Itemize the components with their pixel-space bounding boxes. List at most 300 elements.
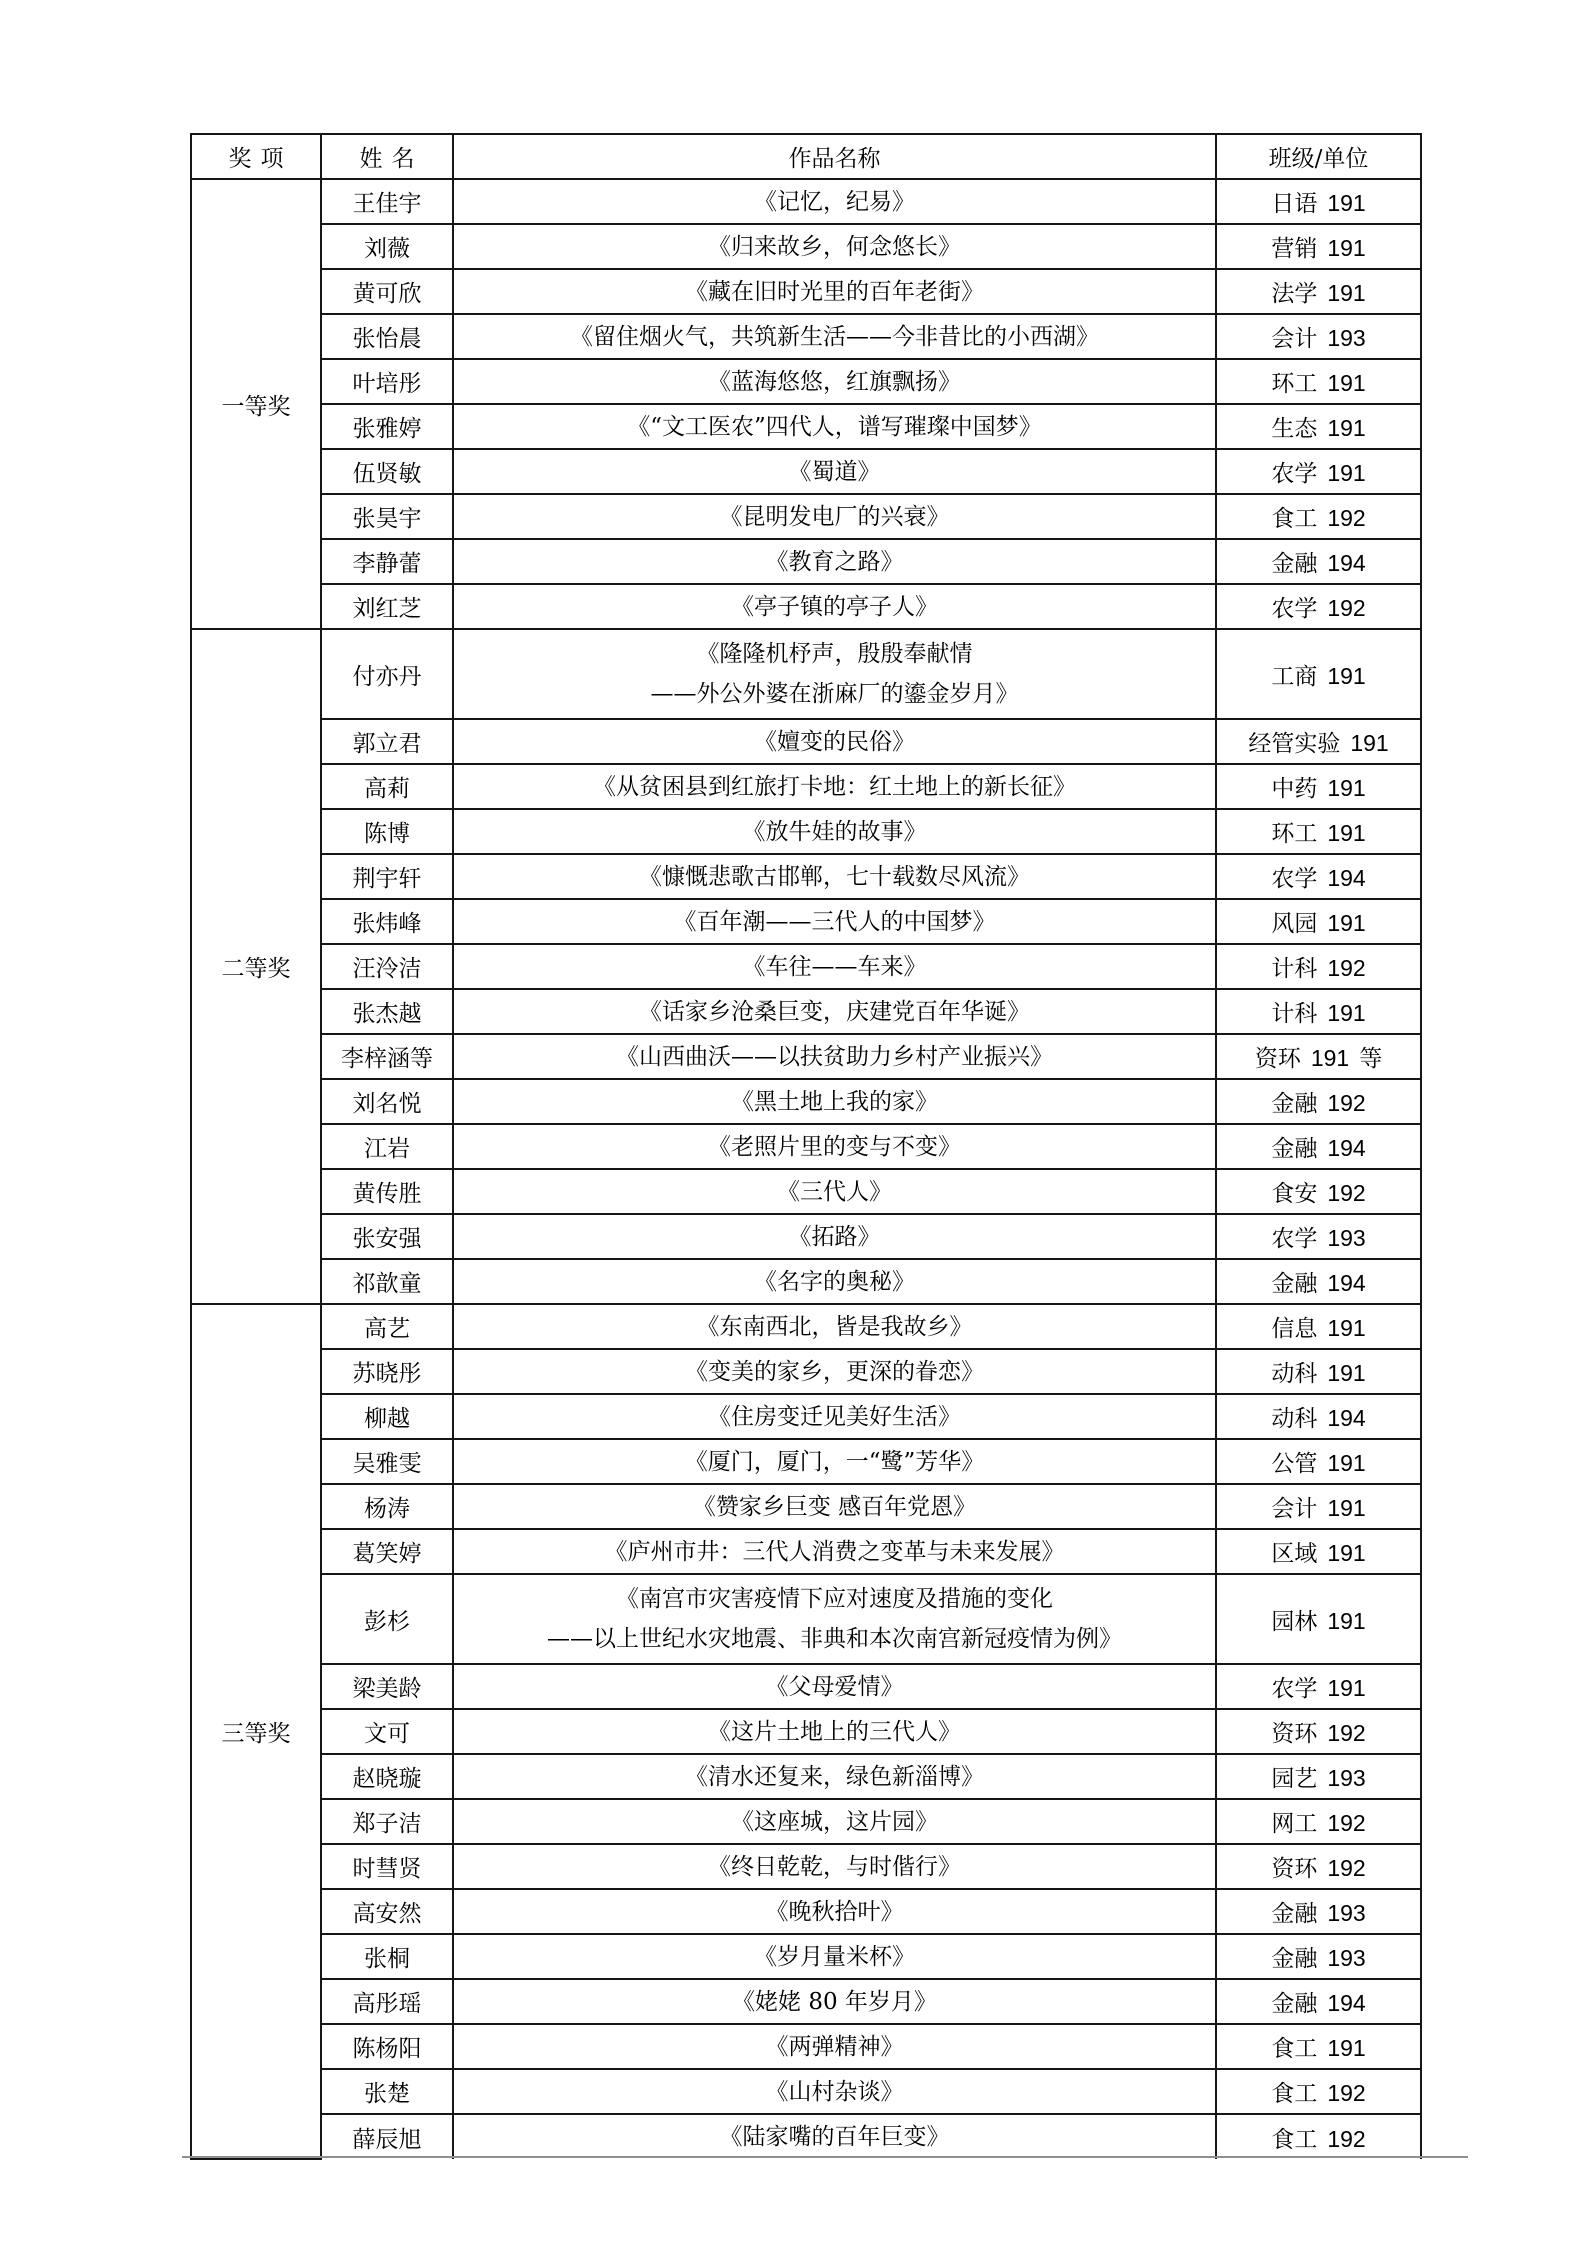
winner-name: 张安强 [321, 1214, 453, 1259]
unit-dept: 食工 [1271, 506, 1318, 532]
header-row [191, 134, 1421, 179]
unit-class-number: 194 [1327, 1135, 1366, 1161]
winner-name: 陈博 [321, 809, 453, 854]
work-title-line: 《藏在旧时光里的百年老街》 [685, 278, 984, 305]
winner-name: 郑子洁 [321, 1799, 453, 1844]
work-title [453, 1709, 1216, 1754]
work-title [453, 494, 1216, 539]
unit-dept: 金融 [1271, 1091, 1318, 1117]
work-title-line: 《从贫困县到红旅打卡地：红土地上的新长征》 [593, 773, 1076, 800]
unit-class-number: 192 [1327, 1180, 1366, 1206]
winner-name: 吴雅雯 [321, 1439, 453, 1484]
winner-name: 文可 [321, 1709, 453, 1754]
work-title [453, 1214, 1216, 1259]
unit-class-number: 191 [1327, 1495, 1366, 1521]
work-title [453, 539, 1216, 584]
table-row [191, 809, 1421, 854]
work-title-line: 《蜀道》 [788, 458, 881, 485]
unit-class-number: 193 [1327, 1945, 1366, 1971]
work-title-line: 《拓路》 [788, 1223, 881, 1250]
winner-name: 荆宇轩 [321, 854, 453, 899]
work-title [453, 224, 1216, 269]
table-row [191, 1394, 1421, 1439]
class-unit [1216, 584, 1421, 629]
unit-class-number: 193 [1327, 1765, 1366, 1791]
unit-class-number: 191 [1327, 235, 1366, 261]
unit-dept: 食安 [1271, 1181, 1318, 1207]
table-row [191, 764, 1421, 809]
work-title-line: 《隆隆机杼声，殷殷奉献情 [696, 641, 973, 667]
work-title-line: 《留住烟火气，共筑新生活——今非昔比的小西湖》 [570, 323, 1099, 350]
unit-dept: 公管 [1271, 1451, 1318, 1477]
winner-name: 汪泠洁 [321, 944, 453, 989]
work-title [453, 449, 1216, 494]
unit-dept: 日语 [1271, 191, 1318, 217]
table-row [191, 989, 1421, 1034]
winner-name: 赵晓璇 [321, 1754, 453, 1799]
table-row [191, 314, 1421, 359]
unit-class-number: 193 [1327, 325, 1366, 351]
winner-name: 高莉 [321, 764, 453, 809]
work-title [453, 1439, 1216, 1484]
class-unit [1216, 719, 1421, 764]
table-row [191, 1574, 1421, 1664]
work-title [453, 1889, 1216, 1934]
work-title [453, 989, 1216, 1034]
winner-name: 刘名悦 [321, 1079, 453, 1124]
table-row [191, 359, 1421, 404]
unit-class-number: 192 [1327, 1720, 1366, 1746]
winner-name: 薛辰旭 [321, 2114, 453, 2159]
work-title-line: 《车往——车来》 [742, 953, 927, 980]
table-row [191, 899, 1421, 944]
unit-class-number: 191 [1327, 1540, 1366, 1566]
work-title [453, 1979, 1216, 2024]
work-title [453, 1484, 1216, 1529]
table-row [191, 1349, 1421, 1394]
unit-class-number: 192 [1327, 2080, 1366, 2106]
work-title-line: 《百年潮——三代人的中国梦》 [673, 908, 996, 935]
unit-class-number: 192 [1327, 2125, 1366, 2152]
table-row [191, 1709, 1421, 1754]
class-unit [1216, 1304, 1421, 1349]
class-unit [1216, 1529, 1421, 1574]
class-unit [1216, 899, 1421, 944]
winner-name: 叶培彤 [321, 359, 453, 404]
winner-name: 梁美龄 [321, 1664, 453, 1709]
class-unit [1216, 1259, 1421, 1304]
winner-name: 李静蕾 [321, 539, 453, 584]
work-title [453, 1304, 1216, 1349]
unit-class-number: 191 [1327, 460, 1366, 486]
work-title-line: 《记忆，纪易》 [754, 188, 915, 215]
class-unit [1216, 1844, 1421, 1889]
unit-dept: 金融 [1271, 1991, 1318, 2017]
unit-dept: 农学 [1271, 461, 1318, 487]
class-unit [1216, 854, 1421, 899]
winner-name: 苏晓彤 [321, 1349, 453, 1394]
winner-name: 陈杨阳 [321, 2024, 453, 2069]
work-title [453, 2114, 1216, 2159]
winner-name: 付亦丹 [321, 629, 453, 719]
work-title [453, 2069, 1216, 2114]
work-title-line: 《住房变迁见美好生活》 [708, 1403, 961, 1430]
unit-class-number: 191 [1327, 2035, 1366, 2061]
awards-table-body [191, 179, 1421, 2159]
class-unit [1216, 629, 1421, 719]
winner-name: 彭杉 [321, 1574, 453, 1664]
header-award: 奖项 [191, 134, 321, 179]
unit-class-number: 191 [1327, 1607, 1366, 1634]
class-unit [1216, 2024, 1421, 2069]
unit-dept: 资环 [1254, 1046, 1301, 1072]
work-title [453, 584, 1216, 629]
table-row [191, 539, 1421, 584]
table-row [191, 1439, 1421, 1484]
table-row [191, 1934, 1421, 1979]
unit-dept: 网工 [1271, 1811, 1318, 1837]
class-unit [1216, 1214, 1421, 1259]
class-unit [1216, 809, 1421, 854]
unit-dept: 法学 [1271, 281, 1318, 307]
unit-class-number: 191 [1327, 910, 1366, 936]
winner-name: 李梓涵等 [321, 1034, 453, 1079]
winner-name: 张杰越 [321, 989, 453, 1034]
unit-dept: 环工 [1271, 371, 1318, 397]
work-title [453, 1169, 1216, 1214]
winner-name: 张桐 [321, 1934, 453, 1979]
class-unit [1216, 1169, 1421, 1214]
class-unit [1216, 1754, 1421, 1799]
table-row [191, 1664, 1421, 1709]
work-title [453, 854, 1216, 899]
work-title [453, 1259, 1216, 1304]
unit-dept: 食工 [1271, 2126, 1318, 2153]
work-title-line: 《岁月量米杯》 [754, 1943, 915, 1970]
winner-name: 郭立君 [321, 719, 453, 764]
work-title [453, 269, 1216, 314]
unit-class-number: 191 [1327, 775, 1366, 801]
header-work: 作品名称 [453, 134, 1216, 179]
unit-class-number: 194 [1327, 1990, 1366, 2016]
class-unit [1216, 1124, 1421, 1169]
header-name: 姓名 [321, 134, 453, 179]
unit-dept: 食工 [1271, 2081, 1318, 2107]
work-title-line: 《终日乾乾，与时偕行》 [708, 1853, 961, 1880]
table-row [191, 494, 1421, 539]
class-unit [1216, 224, 1421, 269]
work-title-line: 《东南西北，皆是我故乡》 [696, 1313, 973, 1340]
class-unit [1216, 1709, 1421, 1754]
class-unit [1216, 1484, 1421, 1529]
class-unit [1216, 1979, 1421, 2024]
table-row [191, 2024, 1421, 2069]
work-title-line: 《父母爱情》 [765, 1673, 904, 1700]
winner-name: 张炜峰 [321, 899, 453, 944]
unit-dept: 园林 [1271, 1608, 1318, 1635]
unit-dept: 农学 [1271, 1226, 1318, 1252]
class-unit [1216, 269, 1421, 314]
unit-dept: 中药 [1271, 776, 1318, 802]
unit-dept: 信息 [1271, 1316, 1318, 1342]
unit-class-number: 192 [1327, 1810, 1366, 1836]
work-title-line: 《陆家嘴的百年巨变》 [719, 2124, 950, 2150]
work-title-line: 《这片土地上的三代人》 [708, 1718, 961, 1745]
table-row [191, 1844, 1421, 1889]
work-title-line: 《老照片里的变与不变》 [708, 1133, 961, 1160]
winner-name: 伍贤敏 [321, 449, 453, 494]
work-title [453, 404, 1216, 449]
work-title [453, 314, 1216, 359]
class-unit [1216, 1034, 1421, 1079]
unit-class-number: 191 [1327, 1450, 1366, 1476]
unit-dept: 农学 [1271, 1676, 1318, 1702]
table-row [191, 179, 1421, 224]
unit-dept: 金融 [1271, 1136, 1318, 1162]
unit-dept: 环工 [1271, 821, 1318, 847]
unit-dept: 金融 [1271, 1271, 1318, 1297]
work-title-line: 《“文工医农”四代人，谱写璀璨中国梦》 [627, 413, 1042, 440]
work-title [453, 629, 1216, 719]
winner-name: 张昊宇 [321, 494, 453, 539]
winner-name: 黄可欣 [321, 269, 453, 314]
winner-name: 祁歆童 [321, 1259, 453, 1304]
unit-class-number: 192 [1327, 955, 1366, 981]
unit-class-number: 191 [1327, 1675, 1366, 1701]
unit-dept: 金融 [1271, 551, 1318, 577]
work-title-line: 《昆明发电厂的兴衰》 [719, 503, 950, 530]
work-title-line: 《厦门，厦门，一“鹭”芳华》 [684, 1448, 985, 1475]
work-title-line: 《蓝海悠悠，红旗飘扬》 [708, 368, 961, 395]
work-title [453, 764, 1216, 809]
unit-dept: 动科 [1271, 1406, 1318, 1432]
table-row [191, 1529, 1421, 1574]
table-row [191, 1079, 1421, 1124]
work-title [453, 1349, 1216, 1394]
work-title [453, 1754, 1216, 1799]
class-unit [1216, 1079, 1421, 1124]
table-row [191, 1799, 1421, 1844]
work-title [453, 1034, 1216, 1079]
unit-class-number: 191 [1310, 1045, 1350, 1071]
award-tier-cell: 一等奖 [191, 179, 321, 629]
unit-dept: 会计 [1271, 1496, 1318, 1522]
table-row [191, 1124, 1421, 1169]
winner-name: 葛笑婷 [321, 1529, 453, 1574]
table-row [191, 854, 1421, 899]
work-title-line: 《两弹精神》 [765, 2033, 904, 2060]
unit-class-number: 191 [1327, 1315, 1366, 1341]
work-title [453, 1529, 1216, 1574]
unit-dept: 金融 [1271, 1901, 1318, 1927]
class-unit [1216, 944, 1421, 989]
table-row [191, 1259, 1421, 1304]
table-row [191, 1034, 1421, 1079]
winner-name: 王佳宇 [321, 179, 453, 224]
winner-name: 刘红芝 [321, 584, 453, 629]
table-row [191, 449, 1421, 494]
table-row [191, 1214, 1421, 1259]
work-title [453, 1664, 1216, 1709]
unit-class-number: 192 [1327, 1090, 1366, 1116]
work-title-line: 《三代人》 [777, 1178, 892, 1205]
winner-name: 杨涛 [321, 1484, 453, 1529]
work-title-line: 《山西曲沃——以扶贫助力乡村产业振兴》 [616, 1043, 1053, 1070]
table-continuation-divider [182, 2156, 1468, 2158]
winner-name: 高艺 [321, 1304, 453, 1349]
winner-name: 柳越 [321, 1394, 453, 1439]
award-tier-cell: 二等奖 [191, 629, 321, 1304]
table-row [191, 404, 1421, 449]
table-row [191, 584, 1421, 629]
work-title [453, 2024, 1216, 2069]
award-tier-cell: 三等奖 [191, 1304, 321, 2159]
table-row [191, 224, 1421, 269]
class-unit [1216, 1439, 1421, 1484]
class-unit [1216, 539, 1421, 584]
work-title-line: 《放牛娃的故事》 [742, 818, 927, 845]
work-title-line: 《黑土地上我的家》 [731, 1088, 938, 1115]
work-title [453, 719, 1216, 764]
work-title [453, 1799, 1216, 1844]
winner-name: 时彗贤 [321, 1844, 453, 1889]
winner-name: 张楚 [321, 2069, 453, 2114]
table-row [191, 1889, 1421, 1934]
class-unit [1216, 404, 1421, 449]
unit-dept: 资环 [1271, 1721, 1318, 1747]
unit-dept: 金融 [1271, 1946, 1318, 1972]
work-title-line: 《教育之路》 [765, 548, 904, 575]
table-row [191, 719, 1421, 764]
unit-class-number: 191 [1327, 415, 1366, 441]
winner-name: 高安然 [321, 1889, 453, 1934]
unit-dept: 工商 [1271, 663, 1318, 690]
class-unit [1216, 449, 1421, 494]
work-title [453, 359, 1216, 404]
table-row [191, 1304, 1421, 1349]
unit-class-number: 192 [1327, 505, 1366, 531]
work-title-line: 《赞家乡巨变 感百年党恩》 [692, 1493, 977, 1520]
class-unit [1216, 1664, 1421, 1709]
work-title [453, 1079, 1216, 1124]
class-unit [1216, 1799, 1421, 1844]
table-row [191, 1979, 1421, 2024]
work-title [453, 1394, 1216, 1439]
unit-class-number: 191 [1327, 1360, 1366, 1386]
winner-name: 黄传胜 [321, 1169, 453, 1214]
unit-dept: 会计 [1271, 326, 1318, 352]
unit-class-number: 193 [1327, 1225, 1366, 1251]
unit-class-number: 191 [1327, 280, 1366, 306]
work-title [453, 1574, 1216, 1664]
unit-class-number: 191 [1327, 662, 1366, 689]
unit-suffix: 等 [1359, 1046, 1383, 1072]
table-row [191, 629, 1421, 719]
class-unit [1216, 2114, 1421, 2159]
unit-class-number: 194 [1327, 1405, 1366, 1431]
work-title-line: 《晚秋拾叶》 [765, 1898, 904, 1925]
table-row [191, 269, 1421, 314]
unit-dept: 计科 [1271, 1001, 1318, 1027]
unit-dept: 风园 [1271, 911, 1318, 937]
winner-name: 张雅婷 [321, 404, 453, 449]
table-row [191, 1754, 1421, 1799]
unit-class-number: 191 [1350, 730, 1389, 756]
table-row [191, 2114, 1421, 2159]
work-title [453, 1844, 1216, 1889]
unit-dept: 计科 [1271, 956, 1318, 982]
unit-class-number: 194 [1327, 1270, 1366, 1296]
winner-name: 刘薇 [321, 224, 453, 269]
table-row [191, 1169, 1421, 1214]
unit-class-number: 191 [1327, 370, 1366, 396]
class-unit [1216, 2069, 1421, 2114]
class-unit [1216, 764, 1421, 809]
work-title-line: 《清水还复来，绿色新淄博》 [685, 1763, 984, 1790]
unit-dept: 营销 [1271, 236, 1318, 262]
unit-class-number: 193 [1327, 1900, 1366, 1926]
work-title-line: 《山村杂谈》 [765, 2078, 904, 2105]
unit-dept: 生态 [1271, 416, 1318, 442]
work-title [453, 899, 1216, 944]
unit-dept: 农学 [1271, 866, 1318, 892]
work-title-line: 《慷慨悲歌古邯郸，七十载数尽风流》 [639, 863, 1030, 890]
work-title [453, 809, 1216, 854]
work-title [453, 944, 1216, 989]
class-unit [1216, 494, 1421, 539]
unit-class-number: 191 [1327, 1000, 1366, 1026]
work-title-line: 《这座城，这片园》 [731, 1808, 938, 1835]
unit-dept: 区域 [1271, 1541, 1318, 1567]
work-title-line: 《嬗变的民俗》 [754, 728, 915, 755]
unit-class-number: 191 [1327, 820, 1366, 846]
unit-dept: 动科 [1271, 1361, 1318, 1387]
work-title [453, 1934, 1216, 1979]
work-title-line: 《归来故乡，何念悠长》 [708, 233, 961, 260]
class-unit [1216, 359, 1421, 404]
unit-class-number: 194 [1327, 550, 1366, 576]
table-row [191, 1484, 1421, 1529]
winner-name: 张怡晨 [321, 314, 453, 359]
work-title [453, 1124, 1216, 1169]
unit-dept: 资环 [1271, 1856, 1318, 1882]
class-unit [1216, 179, 1421, 224]
unit-dept: 园艺 [1271, 1766, 1318, 1792]
class-unit [1216, 989, 1421, 1034]
class-unit [1216, 1349, 1421, 1394]
unit-class-number: 194 [1327, 865, 1366, 891]
work-title-line: ——以上世纪水灾地震、非典和本次南宫新冠疫情为例》 [547, 1626, 1122, 1652]
awards-table [190, 133, 1422, 2160]
class-unit [1216, 314, 1421, 359]
unit-dept: 食工 [1271, 2036, 1318, 2062]
work-title-line: 《变美的家乡，更深的眷恋》 [685, 1358, 984, 1385]
winner-name: 江岩 [321, 1124, 453, 1169]
awards-table-header [191, 134, 1421, 179]
work-title [453, 179, 1216, 224]
table-row [191, 944, 1421, 989]
unit-dept: 经管实验 [1248, 731, 1341, 757]
header-unit: 班级/单位 [1216, 134, 1421, 179]
work-title-line: 《话家乡沧桑巨变，庆建党百年华诞》 [639, 998, 1030, 1025]
work-title-line: 《亭子镇的亭子人》 [731, 593, 938, 620]
work-title-line: 《庐州市井：三代人消费之变革与未来发展》 [604, 1538, 1065, 1565]
work-title-line: ——外公外婆在浙麻厂的鎏金岁月》 [650, 681, 1019, 707]
work-title-line: 《南宫市灾害疫情下应对速度及措施的变化 [616, 1586, 1053, 1612]
unit-class-number: 192 [1327, 595, 1366, 621]
unit-class-number: 191 [1327, 190, 1366, 216]
unit-dept: 农学 [1271, 596, 1318, 622]
